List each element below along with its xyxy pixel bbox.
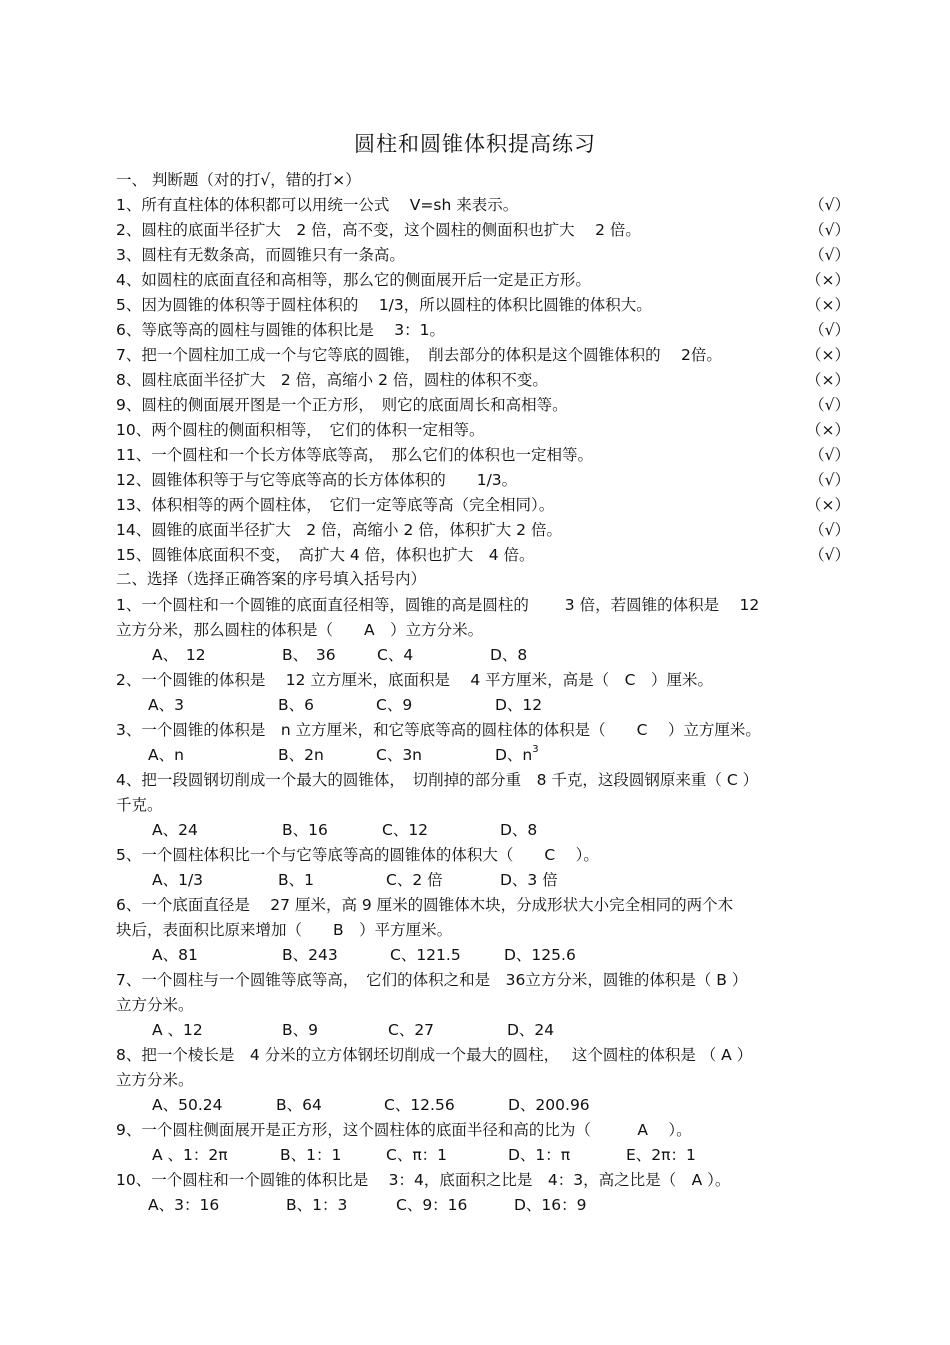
judge-item-text: 6、等底等高的圆柱与圆锥的体积比是 3：1。: [116, 321, 446, 339]
judge-item: [116, 193, 850, 217]
question-1-line-2: 立方分米，那么圆柱的体积是（ A ）立方分米。: [116, 621, 484, 639]
question-6-line-2: 块后，表面积比原来增加（ B ）平方厘米。: [116, 921, 453, 939]
option-a: A、81: [152, 946, 198, 964]
option-a: A、3：16: [148, 1196, 220, 1214]
question-2-line-1: 2、一个圆锥的体积是 12 立方厘米，底面积是 4 平方厘米，高是（ C ）厘米。: [116, 671, 713, 689]
judge-item-text: 1、所有直柱体的体积都可以用统一公式 V=sh 来表示。: [116, 196, 519, 214]
judge-item: [116, 293, 850, 317]
question-9-line-1: 9、一个圆柱侧面展开是正方形，这个圆柱体的底面半径和高的比为（ A ）。: [116, 1121, 692, 1139]
judge-item-answer: （×）: [806, 371, 850, 389]
judge-item: [116, 268, 850, 292]
exponent: 3: [532, 744, 539, 755]
judge-item: [116, 218, 850, 242]
question-1-line-1: 1、一个圆柱和一个圆锥的底面直径相等，圆锥的高是圆柱的 3 倍，若圆锥的体积是 12: [116, 596, 760, 614]
judge-item-answer: （×）: [806, 346, 850, 364]
option-c: C、27: [388, 1021, 435, 1039]
option-b: B、64: [276, 1096, 322, 1114]
judge-item-text: 10、两个圆柱的侧面积相等， 它们的体积一定相等。: [116, 421, 485, 439]
question-6-line-1: 6、一个底面直径是 27 厘米，高 9 厘米的圆锥体木块，分成形状大小完全相同的两个木: [116, 896, 734, 914]
option-a: A、 12: [152, 646, 206, 664]
judge-item-answer: （×）: [806, 271, 850, 289]
option-d: D、200.96: [508, 1096, 590, 1114]
option-b: B、1: [278, 871, 314, 889]
judge-item: [116, 418, 850, 442]
option-c: C、3n: [376, 746, 423, 764]
judge-item: [116, 368, 850, 392]
judge-item-answer: （√）: [809, 321, 850, 339]
judge-item: [116, 468, 850, 492]
judge-item-text: 7、把一个圆柱加工成一个与它等底的圆锥， 削去部分的体积是这个圆锥体积的 2倍。: [116, 346, 722, 364]
section1-heading: 一、 判断题（对的打√，错的打×）: [116, 171, 361, 189]
judge-item: [116, 318, 850, 342]
section2-heading: 二、选择（选择正确答案的序号填入括号内）: [116, 570, 427, 588]
judge-item-answer: （√）: [809, 396, 850, 414]
option-d: D、8: [500, 821, 538, 839]
judge-item-text: 13、体积相等的两个圆柱体， 它们一定等底等高（完全相同）。: [116, 496, 555, 514]
judge-item-answer: （√）: [809, 471, 850, 489]
option-c: C、2 倍: [386, 871, 443, 889]
option-b: B、6: [278, 696, 314, 714]
judge-item-answer: （×）: [806, 496, 850, 514]
option-b: B、1：3: [286, 1196, 348, 1214]
option-d: D、12: [495, 696, 543, 714]
option-c: C、9：16: [396, 1196, 468, 1214]
judge-item: [116, 518, 850, 542]
option-c: C、12.56: [384, 1096, 455, 1114]
judge-item-text: 12、圆锥体积等于与它等底等高的长方体体积的 1/3。: [116, 471, 518, 489]
option-b: B、243: [282, 946, 338, 964]
judge-item-text: 5、因为圆锥的体积等于圆柱体积的 1/3，所以圆柱的体积比圆锥的体积大。: [116, 296, 652, 314]
option-c: C、12: [382, 821, 429, 839]
judge-item-text: 3、圆柱有无数条高，而圆锥只有一条高。: [116, 246, 405, 264]
option-a: A、n: [148, 746, 184, 764]
option-e: E、2π：1: [626, 1146, 696, 1164]
judge-item-answer: （√）: [809, 521, 850, 539]
judge-item-text: 14、圆锥的底面半径扩大 2 倍，高缩小 2 倍，体积扩大 2 倍。: [116, 521, 562, 539]
option-b: B、9: [282, 1021, 318, 1039]
option-b: B、2n: [278, 746, 324, 764]
option-b: B、 36: [282, 646, 336, 664]
option-c: C、4: [377, 646, 414, 664]
judge-item-answer: （√）: [809, 246, 850, 264]
question-8-line-2: 立方分米。: [116, 1071, 194, 1089]
judge-item-answer: （√）: [809, 546, 850, 564]
judge-item-answer: （×）: [806, 421, 850, 439]
question-7-line-1: 7、一个圆柱与一个圆锥等底等高， 它们的体积之和是 36立方分米，圆锥的体积是（ B ）: [116, 971, 748, 989]
judge-item: [116, 493, 850, 517]
option-b: B、16: [282, 821, 328, 839]
judge-item-text: 9、圆柱的侧面展开图是一个正方形， 则它的底面周长和高相等。: [116, 396, 568, 414]
option-d: D、125.6: [504, 946, 576, 964]
page-title: 圆柱和圆锥体积提高练习: [354, 132, 596, 156]
option-c: C、121.5: [390, 946, 461, 964]
question-3-line-1: 3、一个圆锥的体积是 n 立方厘米，和它等底等高的圆柱体的体积是（ C ）立方厘米。: [116, 721, 761, 739]
question-5-line-1: 5、一个圆柱体积比一个与它等底等高的圆锥体的体积大（ C ）。: [116, 846, 599, 864]
option-a: A、24: [152, 821, 198, 839]
judge-item-answer: （√）: [809, 221, 850, 239]
judge-item-answer: （√）: [809, 196, 850, 214]
judge-item: [116, 243, 850, 267]
question-10-line-1: 10、一个圆柱和一个圆锥的体积比是 3：4，底面积之比是 4：3，高之比是（ A ）。: [116, 1171, 731, 1189]
question-4-line-2: 千克。: [116, 796, 163, 814]
judge-item-text: 4、如圆柱的底面直径和高相等，那么它的侧面展开后一定是正方形。: [116, 271, 591, 289]
option-d: D、1：π: [508, 1146, 571, 1164]
option-a: A 、12: [152, 1021, 203, 1039]
question-8-line-1: 8、把一个棱长是 4 分米的立方体钢坯切削成一个最大的圆柱， 这个圆柱的体积是 （ A ）: [116, 1046, 753, 1064]
judge-item-answer: （√）: [809, 446, 850, 464]
option-c: C、9: [376, 696, 413, 714]
judge-item: [116, 343, 850, 367]
option-a: A 、1：2π: [152, 1146, 228, 1164]
judge-item-text: 11、一个圆柱和一个长方体等底等高， 那么它们的体积也一定相等。: [116, 446, 593, 464]
judge-item-text: 15、圆锥体底面积不变， 高扩大 4 倍，体积也扩大 4 倍。: [116, 546, 535, 564]
judge-item-text: 8、圆柱底面半径扩大 2 倍，高缩小 2 倍，圆柱的体积不变。: [116, 371, 548, 389]
option-b: B、1：1: [280, 1146, 342, 1164]
judge-item: [116, 393, 850, 417]
judge-item-answer: （×）: [806, 296, 850, 314]
question-7-line-2: 立方分米。: [116, 996, 194, 1014]
option-d: D、8: [490, 646, 528, 664]
option-d: D、$n^3$: [495, 744, 539, 764]
option-c: C、π：1: [386, 1146, 448, 1164]
option-a: A、3: [148, 696, 184, 714]
judge-item-text: 2、圆柱的底面半径扩大 2 倍，高不变，这个圆柱的侧面积也扩大 2 倍。: [116, 221, 641, 239]
option-d: D、3 倍: [500, 871, 558, 889]
question-4-line-1: 4、把一段圆钢切削成一个最大的圆锥体， 切削掉的部分重 8 千克，这段圆钢原来重（ C ）: [116, 771, 759, 789]
option-d: D、24: [507, 1021, 555, 1039]
option-d: D、16：9: [514, 1196, 587, 1214]
judge-item: [116, 443, 850, 467]
judge-item: [116, 543, 850, 567]
option-a: A、1/3: [152, 871, 204, 889]
option-a: A、50.24: [152, 1096, 223, 1114]
